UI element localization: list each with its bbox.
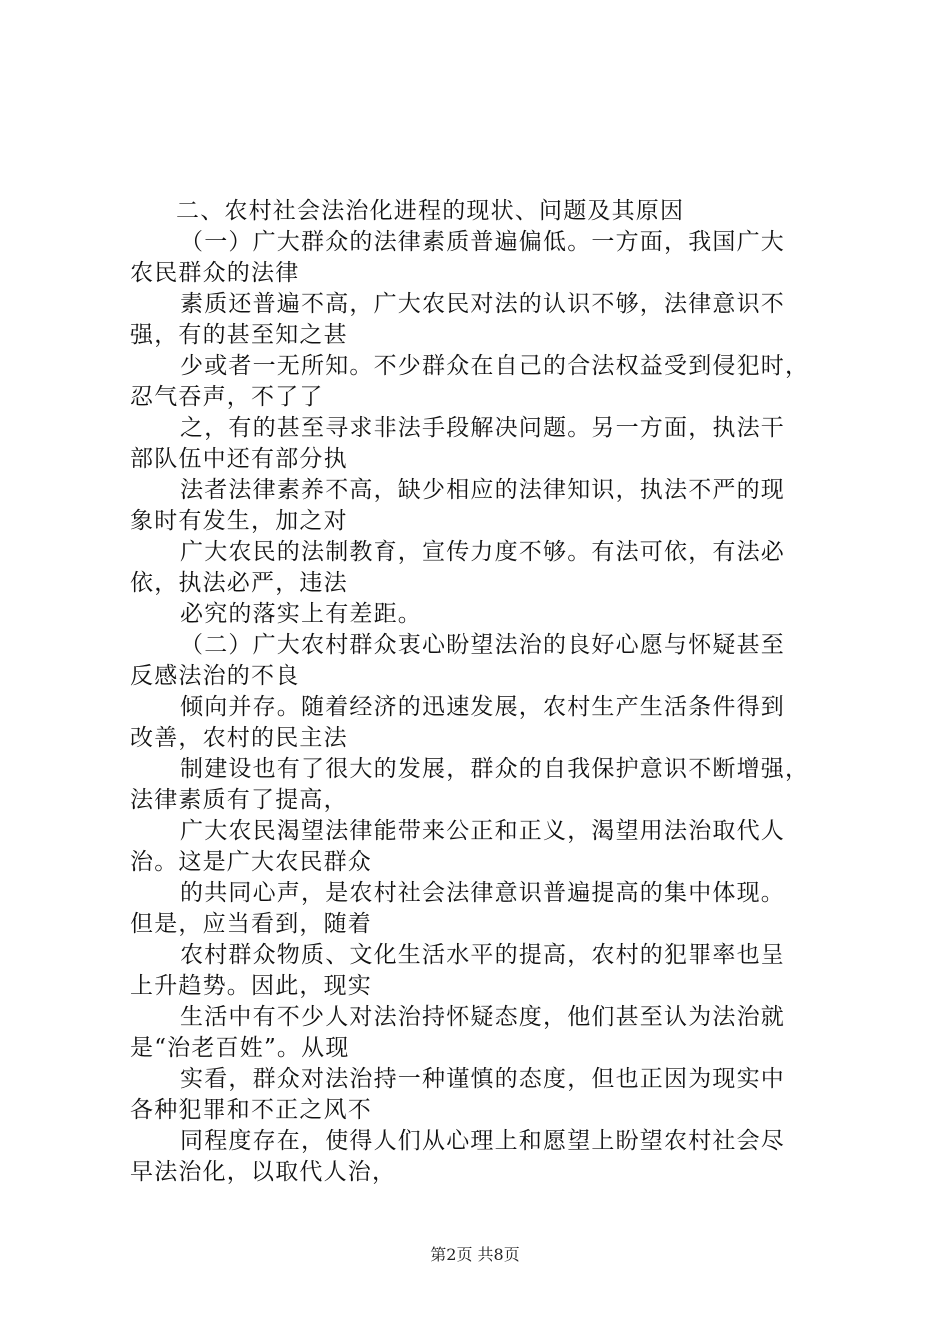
paragraph-line: 各种犯罪和不正之风不 — [130, 1097, 372, 1123]
paragraph-line: 反感法治的不良 — [130, 663, 300, 689]
paragraph-line: （二）广大农村群众衷心盼望法治的良好心愿与怀疑甚至 — [180, 632, 785, 658]
paragraph-line: （一）广大群众的法律素质普遍偏低。一方面，我国广大 — [180, 229, 785, 255]
paragraph-line: 部队伍中还有部分执 — [130, 446, 348, 472]
paragraph-line: 广大农民渴望法律能带来公正和正义，渴望用法治取代人 — [180, 818, 785, 844]
paragraph-line: 少或者一无所知。不少群众在自己的合法权益受到侵犯时， — [180, 353, 810, 379]
paragraph-line: 象时有发生，加之对 — [130, 508, 348, 534]
page-number-footer: 第2页 共8页 — [430, 1245, 520, 1264]
paragraph-line: 同程度存在，使得人们从心理上和愿望上盼望农村社会尽 — [180, 1128, 785, 1154]
body-text — [130, 196, 840, 1188]
paragraph-line: 法律素质有了提高， — [130, 787, 348, 813]
paragraph-line: 改善，农村的民主法 — [130, 725, 348, 751]
paragraph-line: 广大农民的法制教育，宣传力度不够。有法可依，有法必 — [180, 539, 785, 565]
paragraph-line: 之，有的甚至寻求非法手段解决问题。另一方面，执法干 — [180, 415, 785, 441]
paragraph-line: 但是，应当看到，随着 — [130, 911, 372, 937]
paragraph-line: 农民群众的法律 — [130, 260, 300, 286]
paragraph-line: 生活中有不少人对法治持怀疑态度，他们甚至认为法治就 — [180, 1004, 785, 1030]
paragraph-line: 治。这是广大农民群众 — [130, 849, 372, 875]
paragraph-line: 的共同心声，是农村社会法律意识普遍提高的集中体现。 — [180, 880, 785, 906]
paragraph-line: 实看，群众对法治持一种谨慎的态度，但也正因为现实中 — [180, 1066, 785, 1092]
paragraph-line: 制建设也有了很大的发展，群众的自我保护意识不断增强， — [180, 756, 810, 782]
paragraph-line: 倾向并存。随着经济的迅速发展，农村生产生活条件得到 — [180, 694, 785, 720]
paragraph-line: 依，执法必严，违法 — [130, 570, 348, 596]
paragraph-line: 素质还普遍不高，广大农民对法的认识不够，法律意识不 — [180, 291, 785, 317]
paragraph-line: 早法治化，以取代人治， — [130, 1159, 397, 1185]
paragraph-line: 上升趋势。因此，现实 — [130, 973, 372, 999]
paragraph-line: 强，有的甚至知之甚 — [130, 322, 348, 348]
paragraph-line: 忍气吞声，不了了 — [130, 384, 324, 410]
paragraph-line: 必究的落实上有差距。 — [180, 601, 422, 627]
paragraph-line: 法者法律素养不高，缺少相应的法律知识，执法不严的现 — [180, 477, 785, 503]
section-heading: 二、农村社会法治化进程的现状、问题及其原因 — [176, 198, 685, 224]
paragraph-line: 农村群众物质、文化生活水平的提高，农村的犯罪率也呈 — [180, 942, 785, 968]
paragraph-line: 是“治老百姓”。从现 — [130, 1035, 350, 1061]
